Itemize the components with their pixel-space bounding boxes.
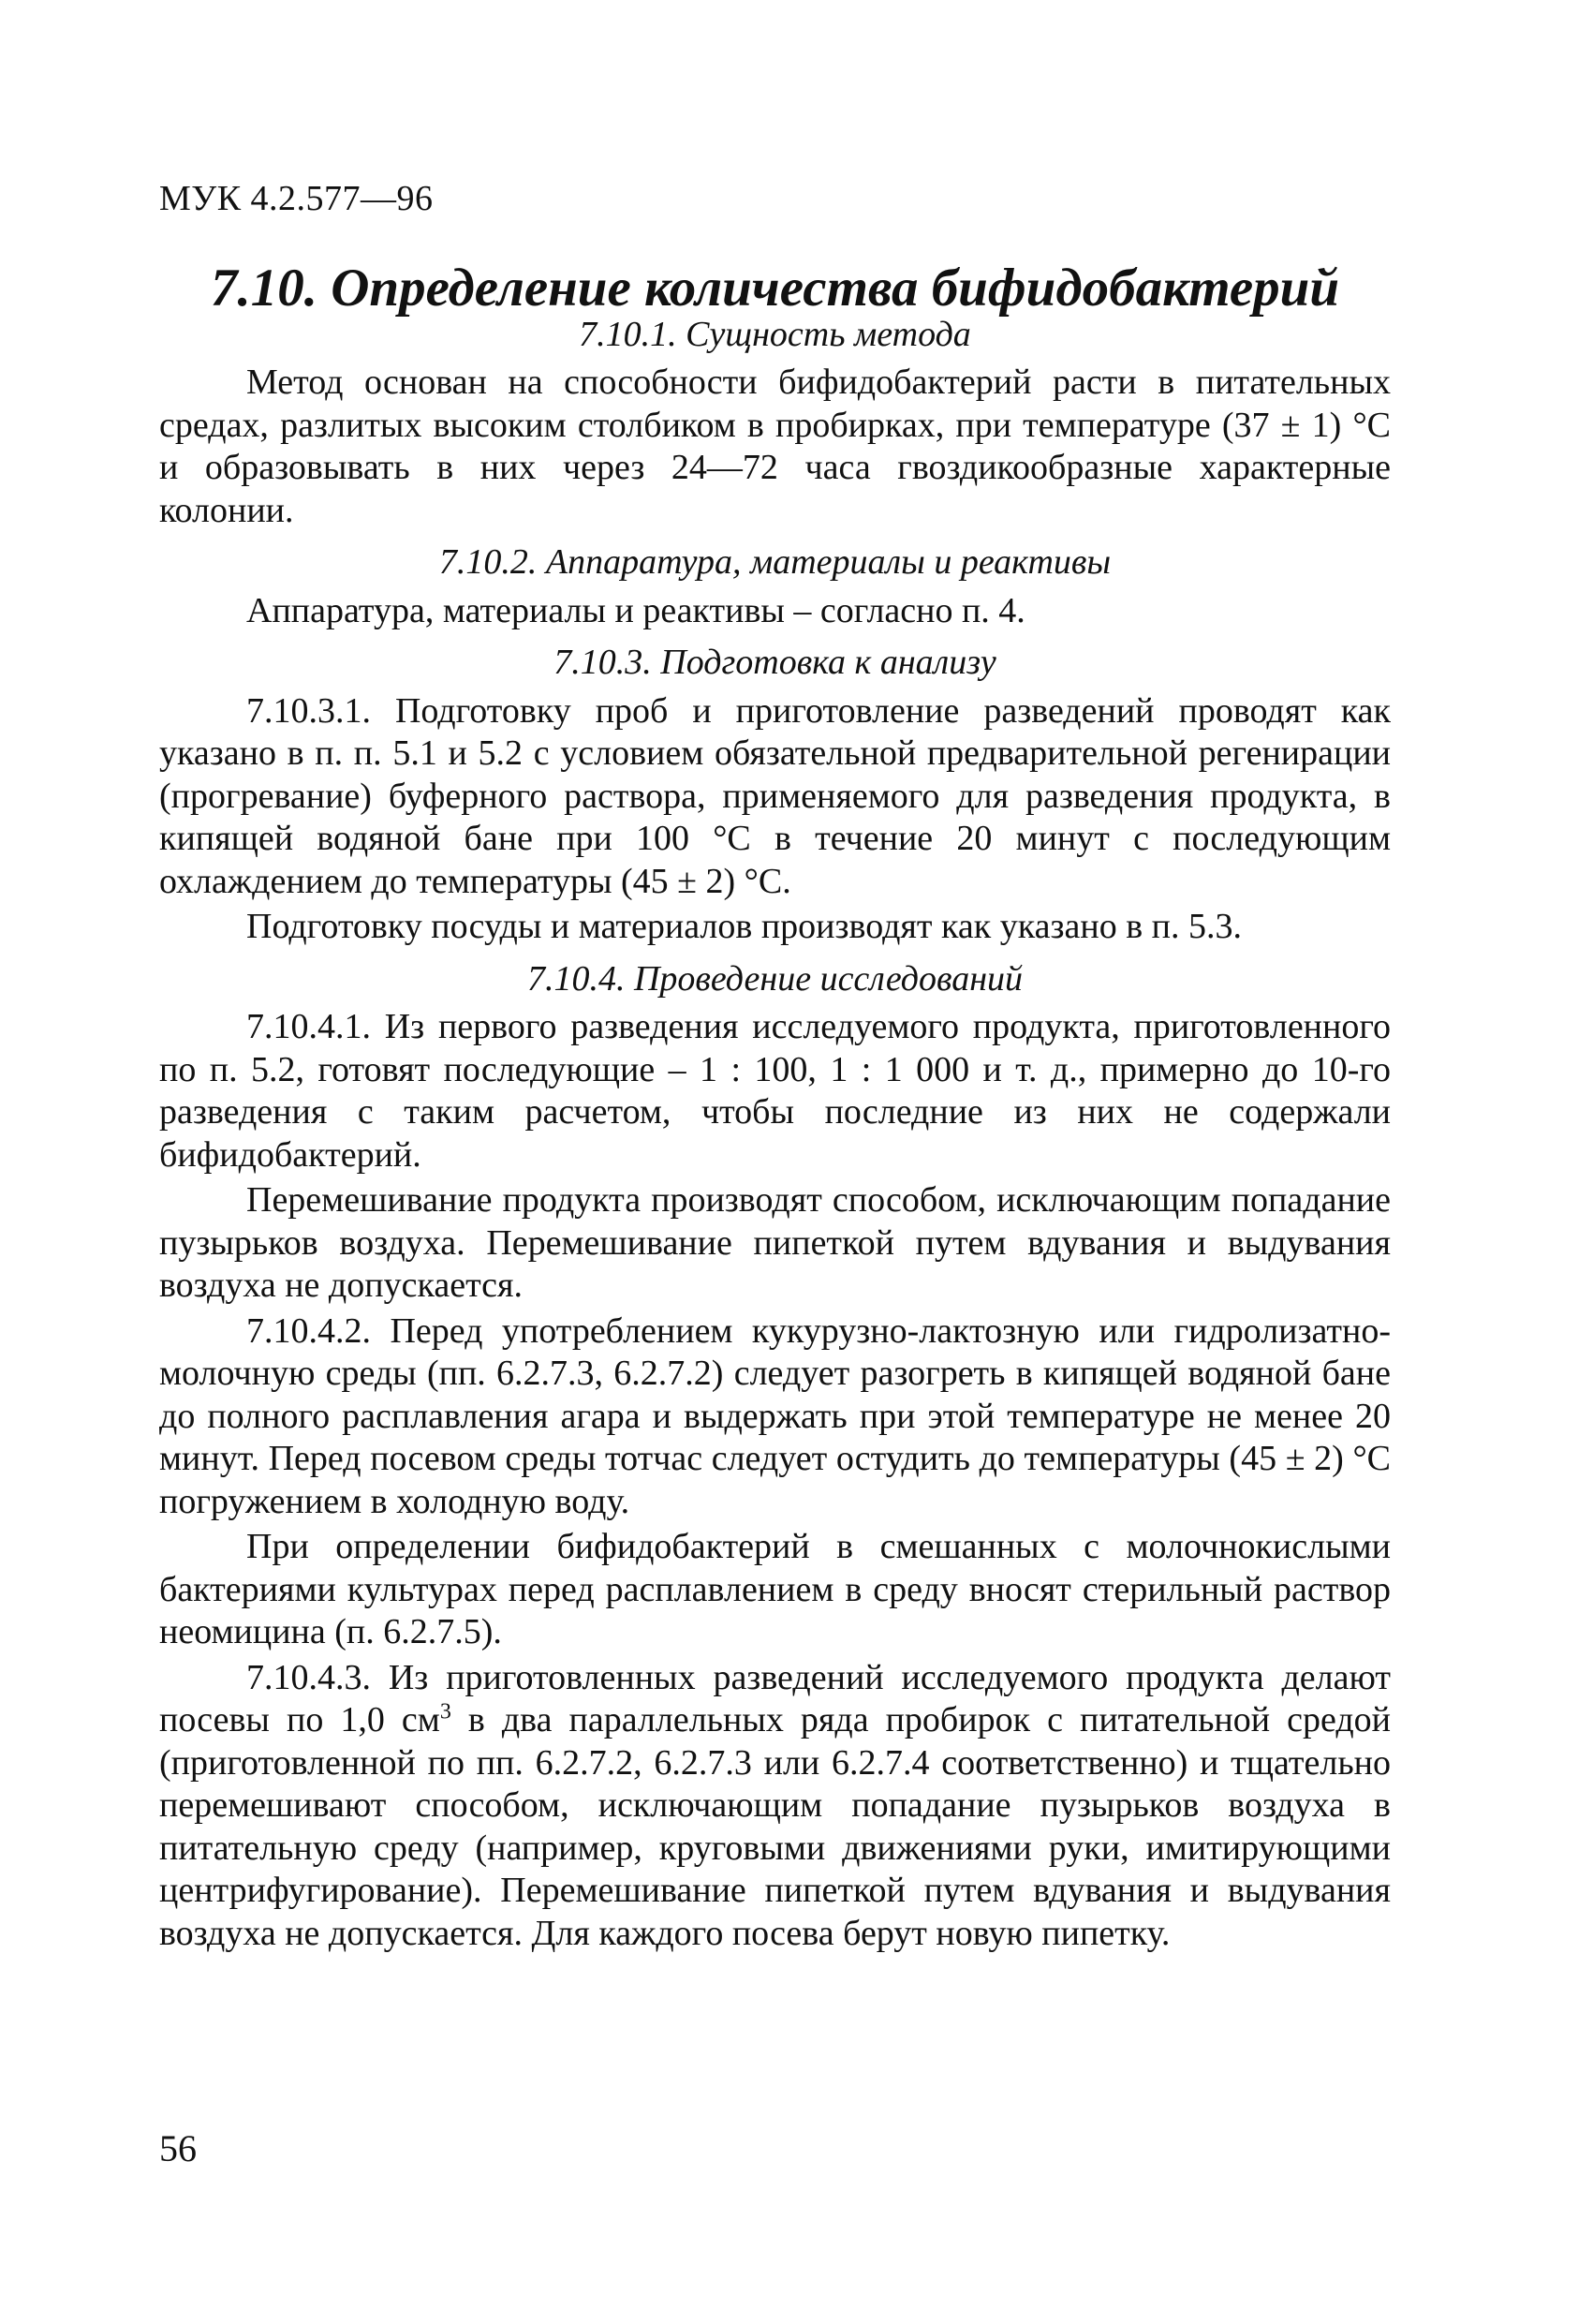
subsection-title-preparation: 7.10.3. Подготовка к анализу: [553, 643, 996, 682]
paragraph-research-4: При определении бифидобактерий в смешанных с молочнокислыми бактериями культурах перед расплавлением в среду вносят стерильный раствор неомицина (п. 6.2.7.5).: [159, 1527, 1391, 1651]
subsection-title-apparatus: 7.10.2. Аппаратура, материалы и реактивы: [438, 542, 1112, 582]
paragraph-research-5-end: в два параллельных ряда пробирок с питательной средой (приготовленной по пп. 6.2.7.2, 6.2.7.3 или 6.2.7.4 соответственно) и тщательно перемешивают способом, исключающим попадание пузырьков воздуха в питательную среду (например, круговыми движениями руки, имитирующими центрифугирование). Перемешивание пипеткой путем вдувания и выдувания воздуха не допускается. Для каждого посева берут новую пипетку.: [159, 1700, 1392, 1953]
paragraph-preparation-2: Подготовку посуды и материалов производят как указано в п. 5.3.: [246, 907, 1242, 946]
superscript-cubic: 3: [439, 1699, 451, 1724]
paragraph-apparatus: Аппаратура, материалы и реактивы – согласно п. 4.: [246, 590, 1025, 630]
paragraph-research-2: Перемешивание продукта производят способом, исключающим попадание пузырьков воздуха. Перемешивание пипеткой путем вдувания и выдувания воздуха не допускается.: [159, 1180, 1391, 1305]
document-body: [159, 259, 1392, 1958]
page-number: 56: [159, 2127, 197, 2169]
paragraph-method: Метод основан на способности бифидобактерий расти в питательных средах, разлитых высоким столбиком в пробирках, при температуре (37 ± 1) °С и образовывать в них через 24—72 часа гвоздикообразные характерные колонии.: [159, 363, 1391, 530]
document-code-header: МУК 4.2.577—96: [159, 179, 434, 218]
paragraph-preparation-1: 7.10.3.1. Подготовку проб и приготовление разведений проводят как указано в п. п. 5.1 и 5.2 с условием обязательной предварительной регенирации (прогревание) буферного раствора, применяемого для разведения продукта, в кипящей водяной бане при 100 °С в течение 20 минут с последующим охлаждением до температуры (45 ± 2) °С.: [159, 690, 1391, 901]
paragraph-research-5: [159, 1657, 1391, 1956]
subsection-title-research: 7.10.4. Проведение исследований: [526, 958, 1024, 999]
paragraph-research-5-start: 7.10.4.3. Из приготовленных разведений исследуемого продукта делают посевы по 1,0 см: [159, 1657, 1391, 1739]
section-title: 7.10. Определение количества бифидобактерий: [210, 259, 1340, 318]
subsection-title-method: 7.10.1. Сущность метода: [579, 314, 971, 354]
paragraph-research-1: 7.10.4.1. Из первого разведения исследуемого продукта, приготовленного по п. 5.2, готовят последующие – 1 : 100, 1 : 1 000 и т. д., примерно до 10-го разведения с таким расчетом, чтобы последние из них не содержали бифидобактерий.: [159, 1007, 1391, 1175]
paragraph-research-3: 7.10.4.2. Перед употреблением кукурузно-лактозную или гидролизатно-молочную среды (пп. 6.2.7.3, 6.2.7.2) следует разогреть в кипящей водяной бане до полного расплавления агара и выдержать при этой температуре не менее 20 минут. Перед посевом среды тотчас следует остудить до температуры (45 ± 2) °С погружением в холодную воду.: [159, 1310, 1391, 1521]
